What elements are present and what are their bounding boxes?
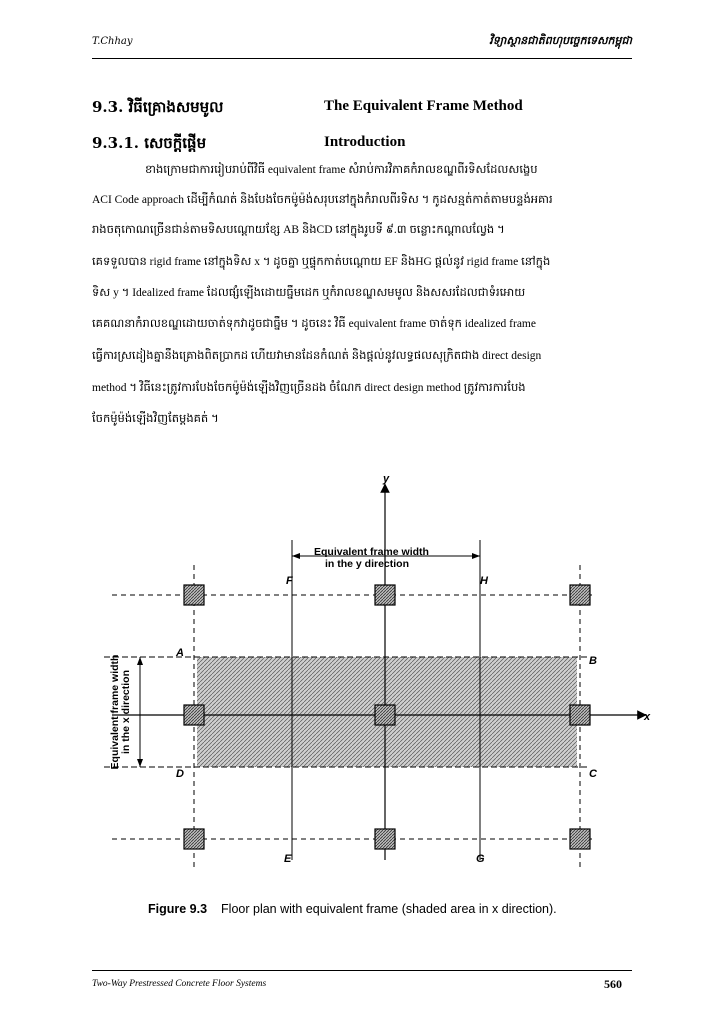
top-width-label-line1: Equivalent frame width — [314, 546, 429, 558]
point-label-f: F — [286, 575, 293, 587]
top-width-label-line2: in the y direction — [325, 558, 410, 570]
page-number: 560 — [604, 977, 622, 991]
point-label-e: E — [284, 853, 292, 865]
side-width-label-line1: Equivalent frame width — [109, 654, 121, 770]
subsection-heading-en: Introduction — [324, 134, 406, 150]
page-header — [92, 32, 632, 59]
paragraph-line-4: គេទទួលបាន rigid frame នៅក្នុងទិស x ។ ដូចគ្នា ឬផ្ទុកកាត់បណ្តោយ EF និងHG ផ្តល់នូវ rigid frame នៅក្នុង — [92, 256, 551, 268]
caption-number: Figure 9.3 — [148, 902, 208, 916]
paragraph-line-2: ACI Code approach ដើម្បីកំណត់ និងបែងចែកម៉ូម៉ង់សរុបនៅក្នុងកំរាលពីរទិស ។ កូដសន្មត់កាត់តាមបន្ទង់អគារ — [92, 194, 553, 206]
point-label-h: H — [480, 575, 488, 587]
paragraph-line-3: រាងចតុកោណច្រើនជាន់តាមទិសបណ្តោយខ្សែ AB និងCD នៅក្នុងរូបទី ៩.៣ ចន្លោះកណ្តាលល្វែង ។ — [92, 224, 505, 236]
paragraph-line-5: ទិស y ។ Idealized frame ដែលផ្សំឡើងដោយធ្នឹមដេក ឬកំរាលខណ្ឌសមមូល និងសសរដែលជាទំរអោយ — [92, 287, 526, 299]
page-footer — [92, 970, 632, 995]
point-label-b: B — [589, 655, 597, 667]
paragraph-line-1: ខាងក្រោមជាការរៀបរាប់ពីវិធី equivalent frame សំរាប់ការវិភាគកំរាលខណ្ឌពីរទិសដែលសង្ខេប — [145, 164, 538, 176]
subsection-heading-kh: 9.3.1. សេចក្តីផ្តើម — [92, 134, 207, 152]
point-label-c: C — [589, 768, 597, 780]
floor-plan-figure — [92, 470, 652, 900]
point-label-a: A — [176, 647, 184, 659]
x-axis-label: x — [644, 711, 651, 723]
point-label-g: G — [476, 853, 485, 865]
paragraph-line-6: គេគណនាកំរាលខណ្ឌដោយចាត់ទុកវាដូចជាធ្នឹម ។ ដូចនេះ វិធី equivalent frame ចាត់ទុក idealized frame — [92, 318, 536, 330]
footer-book-title: Two-Way Prestressed Concrete Floor Systems — [92, 979, 267, 989]
point-label-d: D — [176, 768, 184, 780]
floor-plan-diagram — [92, 470, 652, 900]
paragraph-line-8: method ។ វិធីនេះត្រូវការបែងចែកម៉ូម៉ង់ឡើងវិញច្រើនដង ចំណែក direct design method ត្រូវការការបែង — [92, 382, 526, 394]
figure-caption — [148, 902, 557, 916]
section-heading-en: The Equivalent Frame Method — [324, 98, 523, 114]
section-heading-kh: 9.3. វិធីគ្រោងសមមូល — [92, 98, 224, 116]
caption-text: Floor plan with equivalent frame (shaded area in x direction). — [221, 902, 557, 916]
y-axis-label: y — [383, 473, 390, 485]
header-author: T.Chhay — [92, 36, 133, 47]
paragraph-line-9: ចែកម៉ូម៉ង់ឡើងវិញតែម្តងគត់ ។ — [92, 413, 219, 425]
paragraph-line-7: ធ្វើការស្រដៀងគ្នានឹងគ្រោងពិតប្រាកដ ហើយវាមានដែនកំណត់ និងផ្តល់នូវលទ្ធផលសុក្រិតជាង direct design — [92, 350, 542, 362]
header-institute: វិទ្យាស្ថានជាតិពហុបច្ចេកទេសកម្ពុជា — [489, 34, 632, 47]
side-width-label-line2: in the x direction — [120, 669, 132, 755]
